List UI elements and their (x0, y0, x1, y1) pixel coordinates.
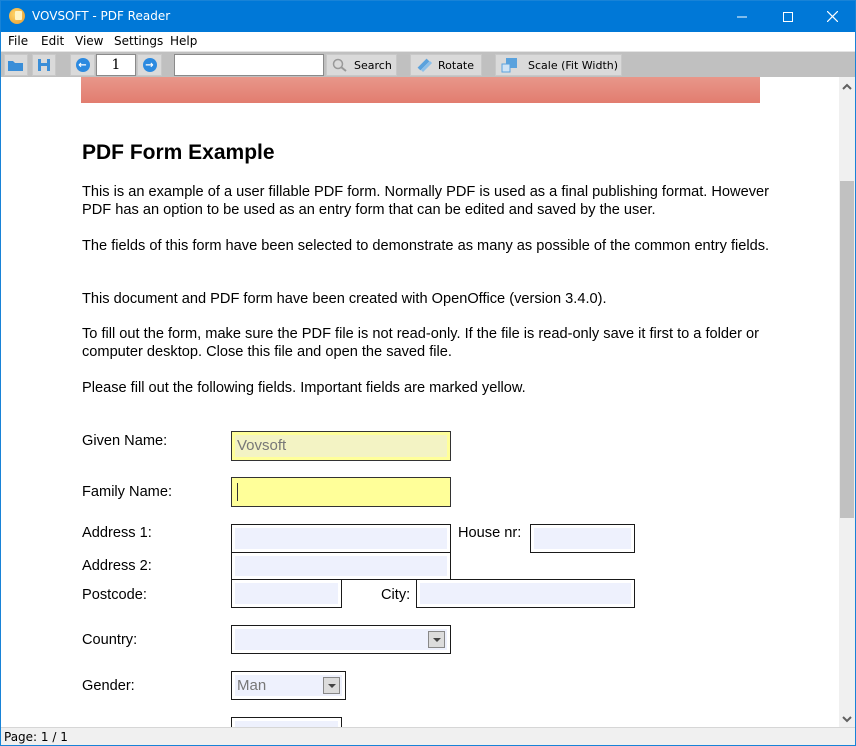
document-title: PDF Form Example (82, 141, 275, 164)
family-name-label: Family Name: (82, 484, 173, 500)
paragraph: The fields of this form have been selected to demonstrate as many as possible of the common entry fields. (82, 238, 770, 254)
open-button[interactable] (4, 54, 28, 76)
given-name-value: Vovsoft (237, 437, 287, 454)
title-bar (1, 1, 855, 32)
city-field[interactable] (416, 579, 635, 608)
scroll-down-icon[interactable] (839, 712, 855, 726)
folder-icon (7, 58, 25, 72)
paragraph: To fill out the form, make sure the PDF file is not read-only. If the file is read-only save it first to a folder or computer desktop. Close this file and open the saved file. (82, 326, 759, 360)
search-icon (331, 57, 349, 73)
house-nr-field[interactable] (530, 524, 635, 553)
save-button[interactable] (32, 54, 56, 76)
chevron-down-icon[interactable] (428, 631, 445, 648)
search-input[interactable] (174, 54, 324, 76)
close-icon (827, 11, 838, 22)
postcode-label: Postcode: (82, 587, 147, 603)
maximize-icon (783, 12, 793, 22)
address2-label: Address 2: (82, 558, 152, 574)
gender-dropdown[interactable] (231, 671, 346, 700)
app-icon (9, 8, 25, 24)
search-label: Search (354, 58, 392, 72)
scale-button[interactable] (495, 54, 622, 76)
house-nr-label: House nr: (458, 525, 522, 541)
status-bar (1, 727, 855, 745)
search-button[interactable] (326, 54, 397, 76)
rotate-label: Rotate (438, 58, 475, 72)
gender-label: Gender: (82, 678, 135, 694)
maximize-button[interactable] (765, 1, 811, 32)
document-view[interactable] (1, 77, 839, 727)
scroll-up-icon[interactable] (839, 80, 855, 94)
height-field[interactable] (231, 717, 342, 727)
toolbar (1, 51, 855, 77)
text-caret (237, 483, 238, 501)
country-dropdown[interactable] (231, 625, 451, 654)
chevron-down-icon[interactable] (323, 677, 340, 694)
save-icon (37, 58, 51, 72)
address1-field[interactable] (231, 524, 451, 553)
close-button[interactable] (809, 1, 855, 32)
page-number-input[interactable]: 1 (96, 54, 136, 76)
menu-settings[interactable]: Settings (114, 34, 164, 48)
city-label: City: (381, 587, 411, 603)
family-name-field[interactable] (231, 477, 451, 507)
rotate-icon (416, 57, 434, 73)
menu-file[interactable]: File (8, 34, 29, 48)
country-label: Country: (82, 632, 138, 648)
gender-value: Man (237, 677, 267, 694)
scale-label: Scale (Fit Width) (528, 58, 619, 72)
arrow-left-icon: ← (76, 58, 90, 72)
vertical-scrollbar[interactable] (839, 77, 855, 727)
menu-help[interactable]: Help (170, 34, 198, 48)
arrow-right-icon: → (143, 58, 157, 72)
paragraph: Please fill out the following fields. Important fields are marked yellow. (82, 380, 526, 396)
minimize-button[interactable] (719, 1, 765, 32)
address2-field[interactable] (231, 552, 451, 580)
given-name-field[interactable] (231, 431, 451, 461)
paragraph: This is an example of a user fillable PDF form. Normally PDF is used as a final publishing format. However PDF has an option to be used as an entry form that can be edited and saved by the user. (82, 184, 769, 218)
menu-view[interactable]: View (75, 34, 104, 48)
page-status: Page: 1 / 1 (4, 730, 68, 744)
previous-page-button[interactable] (70, 54, 95, 76)
given-name-label: Given Name: (82, 433, 168, 449)
window-title: VOVSOFT - PDF Reader (32, 9, 171, 23)
menu-edit[interactable]: Edit (41, 34, 65, 48)
scroll-thumb[interactable] (840, 181, 854, 518)
postcode-field[interactable] (231, 579, 342, 608)
paragraph: This document and PDF form have been created with OpenOffice (version 3.4.0). (82, 291, 607, 307)
next-page-button[interactable] (137, 54, 162, 76)
minimize-icon (737, 12, 747, 22)
scale-icon (501, 57, 519, 73)
address1-label: Address 1: (82, 525, 152, 541)
header-banner (81, 77, 760, 103)
menu-bar (1, 32, 855, 51)
rotate-button[interactable] (410, 54, 482, 76)
